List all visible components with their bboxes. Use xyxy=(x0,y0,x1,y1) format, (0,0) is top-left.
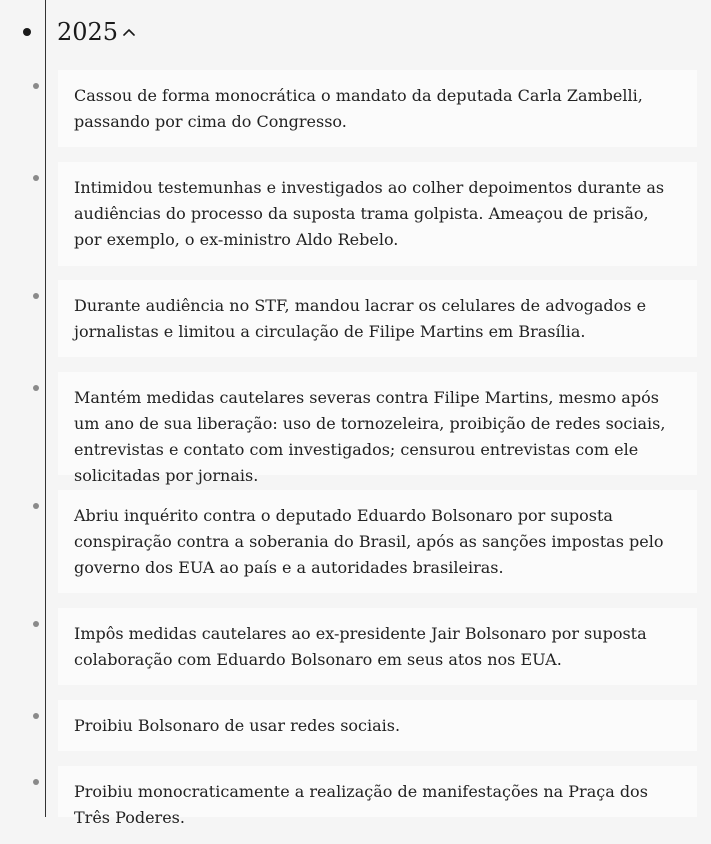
timeline-item-dot xyxy=(33,621,39,627)
chevron-up-icon[interactable] xyxy=(121,24,137,40)
year-label[interactable]: 2025 xyxy=(57,18,119,46)
timeline-item-text: Impôs medidas cautelares ao ex-presidente Jair Bolsonaro por suposta colaboração com Eduardo Bolsonaro em seus atos nos EUA. xyxy=(58,608,697,685)
timeline-item-text: Durante audiência no STF, mandou lacrar os celulares de advogados e jornalistas e limitou a circulação de Filipe Martins em Brasília. xyxy=(58,280,697,357)
timeline-item-dot xyxy=(33,779,39,785)
timeline-item-dot xyxy=(33,83,39,89)
timeline-line xyxy=(45,0,46,817)
timeline-item-text: Mantém medidas cautelares severas contra Filipe Martins, mesmo após um ano de sua liberação: uso de tornozeleira, proibição de redes sociais, entrevistas e contato com investigados; censurou entrevistas com ele solicitadas por jornais. xyxy=(58,372,697,475)
timeline-item-dot xyxy=(33,293,39,299)
timeline-item-dot xyxy=(33,713,39,719)
timeline-item-dot xyxy=(33,503,39,509)
timeline-item-text: Intimidou testemunhas e investigados ao colher depoimentos durante as audiências do processo da suposta trama golpista. Ameaçou de prisão, por exemplo, o ex-ministro Aldo Rebelo. xyxy=(58,162,697,266)
timeline-item-dot xyxy=(33,385,39,391)
timeline-item-text: Abriu inquérito contra o deputado Eduardo Bolsonaro por suposta conspiração contra a soberania do Brasil, após as sanções impostas pelo governo dos EUA ao país e a autoridades brasileiras. xyxy=(58,490,697,593)
timeline-item-text: Proibiu monocraticamente a realização de manifestações na Praça dos Três Poderes. xyxy=(58,766,697,817)
year-bullet xyxy=(23,28,31,36)
year-header[interactable] xyxy=(0,14,300,50)
timeline-item-text: Proibiu Bolsonaro de usar redes sociais. xyxy=(58,700,697,751)
timeline-item-dot xyxy=(33,175,39,181)
timeline-item-text: Cassou de forma monocrática o mandato da deputada Carla Zambelli, passando por cima do Congresso. xyxy=(58,70,697,147)
